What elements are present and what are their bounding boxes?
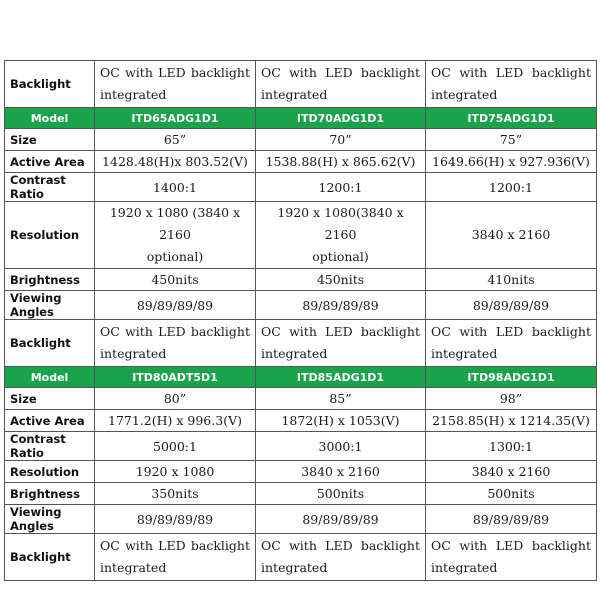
model-label: Model	[5, 108, 95, 129]
viewing-angles-cell: 89/89/89/89	[95, 505, 256, 534]
model-name: ITD75ADG1D1	[426, 108, 597, 129]
row-label: Viewing Angles	[5, 291, 95, 320]
viewing-angles-cell: 89/89/89/89	[426, 291, 597, 320]
viewing-angles-cell: 89/89/89/89	[426, 505, 597, 534]
backlight-cell: OC with LED backlight integrated	[426, 534, 597, 581]
row-label: Brightness	[5, 269, 95, 291]
backlight-row-top	[5, 61, 597, 108]
contrast-cell: 5000:1	[95, 432, 256, 461]
contrast-ratio-row	[5, 173, 597, 202]
size-cell: 80”	[95, 388, 256, 410]
size-row	[5, 388, 597, 410]
model-header-row	[5, 367, 597, 388]
row-label: Viewing Angles	[5, 505, 95, 534]
size-cell: 65”	[95, 129, 256, 151]
backlight-row	[5, 534, 597, 581]
row-label: Contrast Ratio	[5, 173, 95, 202]
row-label: Backlight	[5, 320, 95, 367]
active-area-cell: 1649.66(H) x 927.936(V)	[426, 151, 597, 173]
backlight-cell: OC with LED backlight integrated	[426, 320, 597, 367]
row-label: Backlight	[5, 534, 95, 581]
model-name: ITD85ADG1D1	[256, 367, 426, 388]
row-label: Active Area	[5, 151, 95, 173]
size-row	[5, 129, 597, 151]
viewing-angles-row	[5, 291, 597, 320]
backlight-cell: OC with LED backlight integrated	[95, 534, 256, 581]
brightness-cell: 500nits	[256, 483, 426, 505]
viewing-angles-cell: 89/89/89/89	[256, 291, 426, 320]
row-label: Resolution	[5, 202, 95, 269]
contrast-cell: 1300:1	[426, 432, 597, 461]
size-cell: 75”	[426, 129, 597, 151]
active-area-cell: 2158.85(H) x 1214.35(V)	[426, 410, 597, 432]
active-area-cell: 1771.2(H) x 996.3(V)	[95, 410, 256, 432]
model-label: Model	[5, 367, 95, 388]
model-name: ITD98ADG1D1	[426, 367, 597, 388]
resolution-cell: 3840 x 2160	[256, 461, 426, 483]
row-label: Resolution	[5, 461, 95, 483]
brightness-cell: 450nits	[256, 269, 426, 291]
active-area-cell: 1872(H) x 1053(V)	[256, 410, 426, 432]
spec-table-container	[4, 60, 596, 581]
resolution-cell: 3840 x 2160	[426, 461, 597, 483]
active-area-row	[5, 410, 597, 432]
contrast-cell: 3000:1	[256, 432, 426, 461]
model-name: ITD65ADG1D1	[95, 108, 256, 129]
brightness-row	[5, 269, 597, 291]
resolution-cell: 1920 x 1080(3840 x 2160 optional)	[256, 202, 426, 269]
backlight-cell: OC with LED backlight integrated	[95, 61, 256, 108]
viewing-angles-row	[5, 505, 597, 534]
backlight-cell: OC with LED backlight integrated	[256, 61, 426, 108]
backlight-cell: OC with LED backlight integrated	[256, 320, 426, 367]
resolution-cell: 3840 x 2160	[426, 202, 597, 269]
model-name: ITD70ADG1D1	[256, 108, 426, 129]
brightness-cell: 450nits	[95, 269, 256, 291]
resolution-row	[5, 202, 597, 269]
resolution-cell: 1920 x 1080 (3840 x 2160 optional)	[95, 202, 256, 269]
contrast-cell: 1200:1	[256, 173, 426, 202]
backlight-row	[5, 320, 597, 367]
brightness-row	[5, 483, 597, 505]
active-area-cell: 1428.48(H)x 803.52(V)	[95, 151, 256, 173]
model-name: ITD80ADT5D1	[95, 367, 256, 388]
row-label: Active Area	[5, 410, 95, 432]
spec-table	[4, 60, 597, 581]
brightness-cell: 350nits	[95, 483, 256, 505]
active-area-cell: 1538.88(H) x 865.62(V)	[256, 151, 426, 173]
backlight-cell: OC with LED backlight integrated	[426, 61, 597, 108]
row-label: Contrast Ratio	[5, 432, 95, 461]
row-label: Size	[5, 129, 95, 151]
contrast-ratio-row	[5, 432, 597, 461]
viewing-angles-cell: 89/89/89/89	[256, 505, 426, 534]
brightness-cell: 500nits	[426, 483, 597, 505]
size-cell: 85”	[256, 388, 426, 410]
backlight-cell: OC with LED backlight integrated	[256, 534, 426, 581]
resolution-cell: 1920 x 1080	[95, 461, 256, 483]
viewing-angles-cell: 89/89/89/89	[95, 291, 256, 320]
active-area-row	[5, 151, 597, 173]
size-cell: 98”	[426, 388, 597, 410]
resolution-row	[5, 461, 597, 483]
size-cell: 70”	[256, 129, 426, 151]
row-label: Backlight	[5, 61, 95, 108]
contrast-cell: 1400:1	[95, 173, 256, 202]
contrast-cell: 1200:1	[426, 173, 597, 202]
backlight-cell: OC with LED backlight integrated	[95, 320, 256, 367]
row-label: Brightness	[5, 483, 95, 505]
model-header-row	[5, 108, 597, 129]
row-label: Size	[5, 388, 95, 410]
brightness-cell: 410nits	[426, 269, 597, 291]
